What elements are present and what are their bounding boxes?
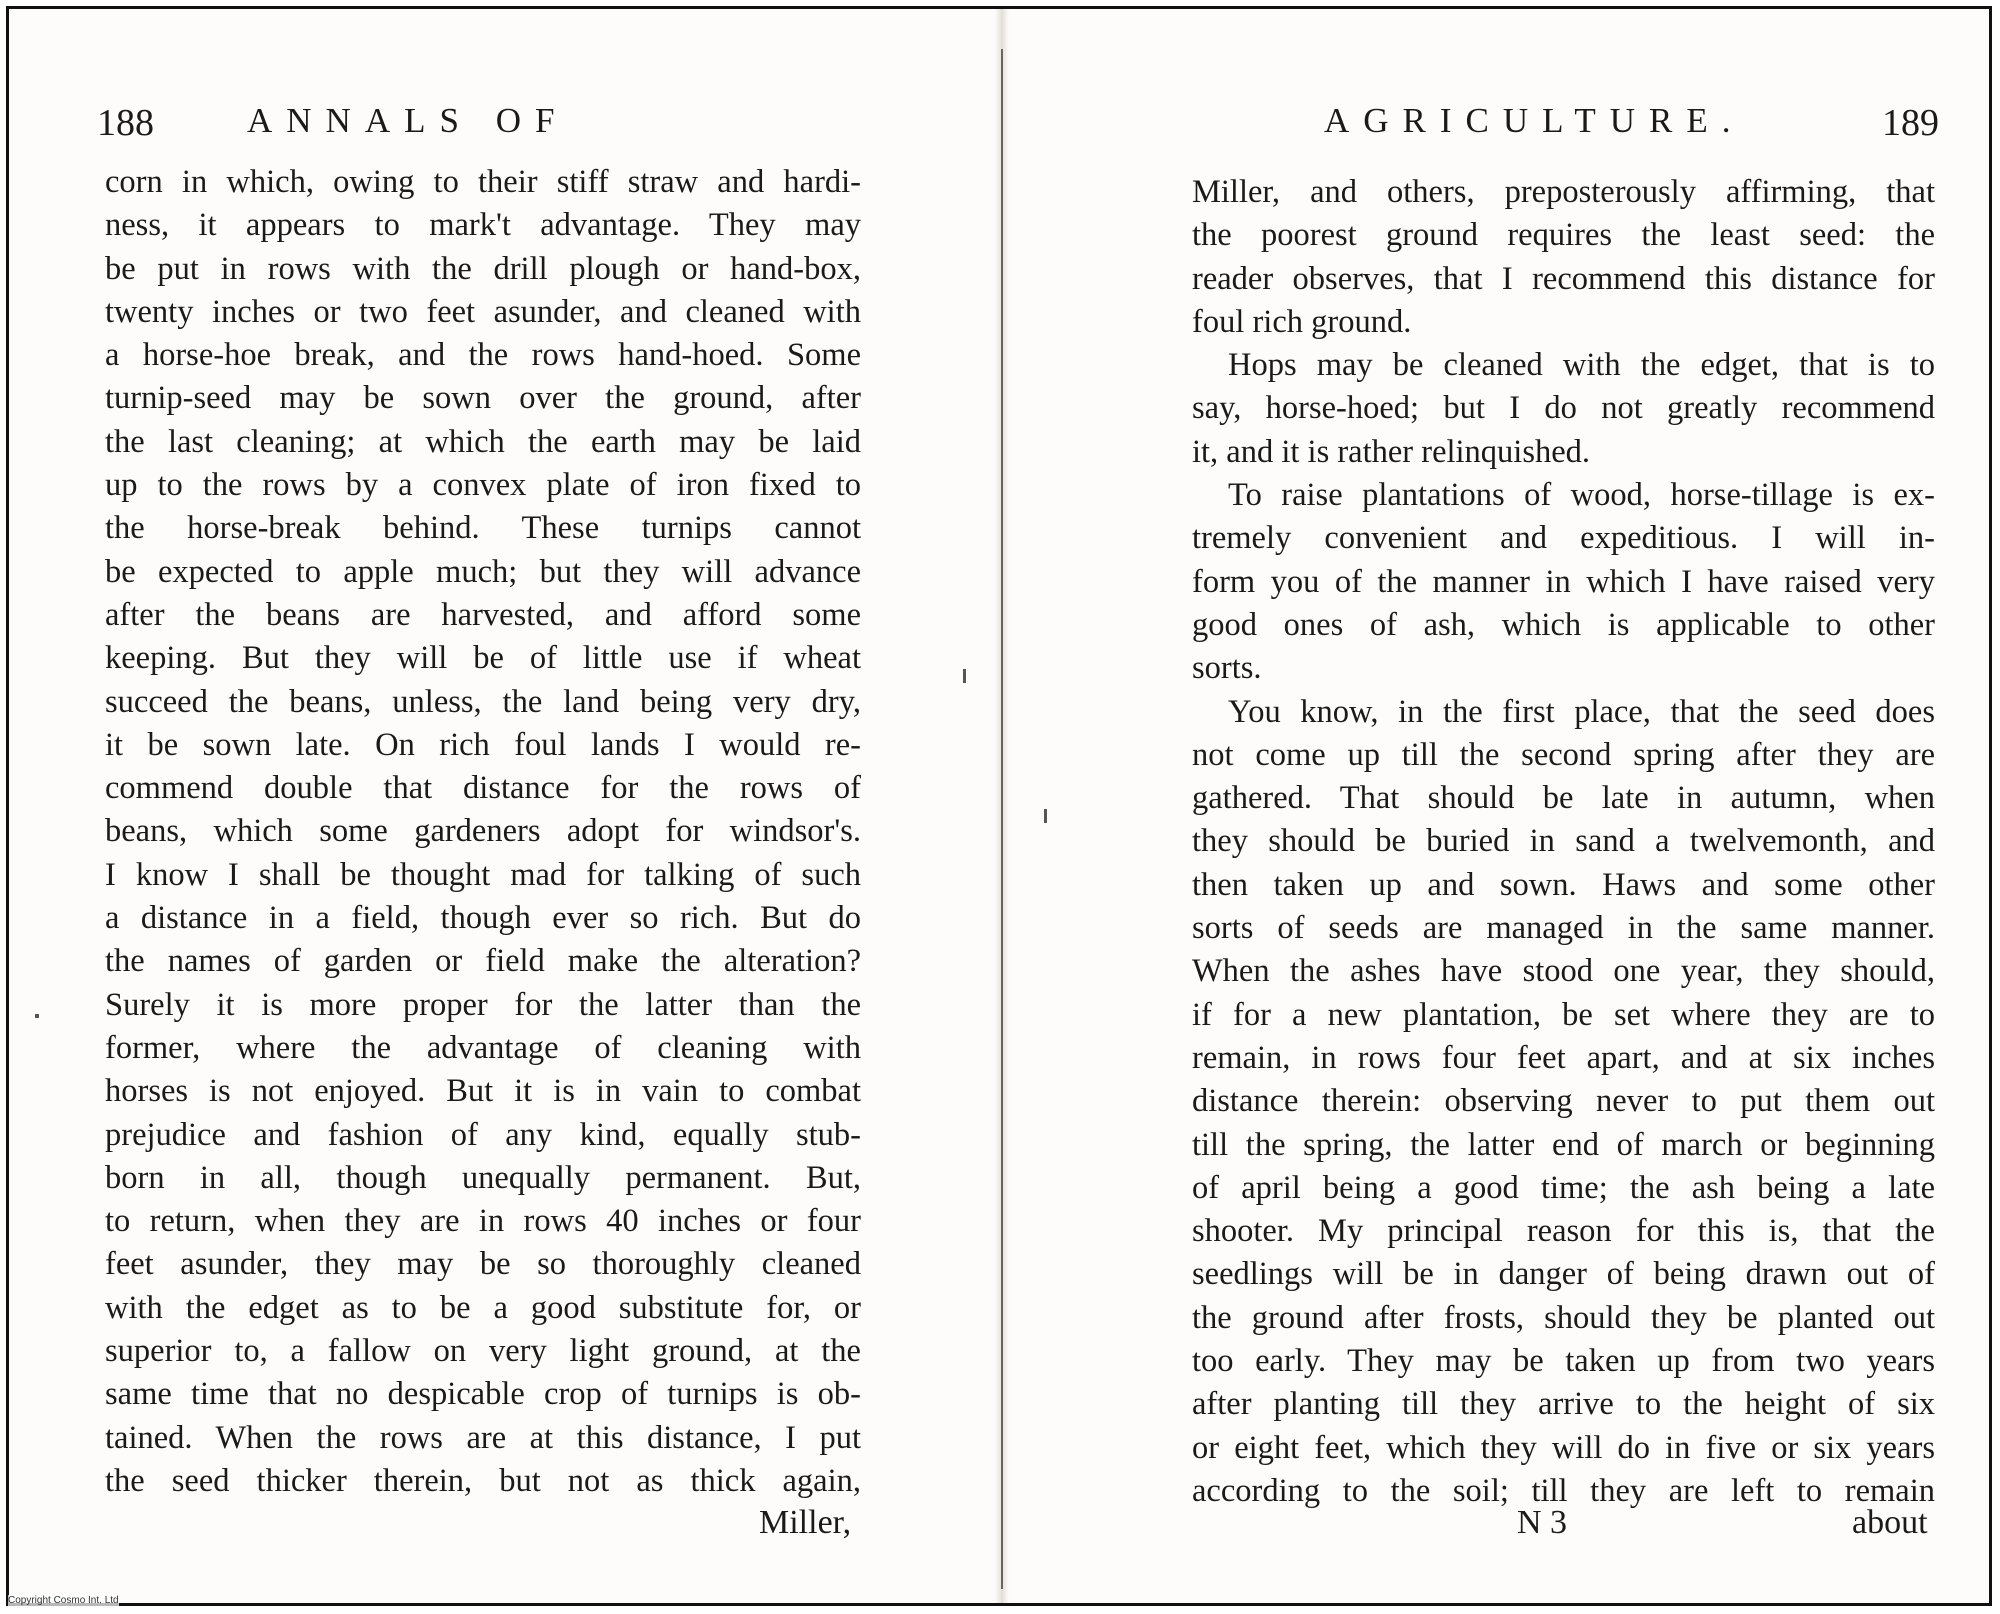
scanned-spread: [6, 6, 1992, 1606]
text-line: Surely it is more proper for the latter than the: [105, 986, 861, 1023]
text-line: tremely convenient and expeditious. I will in-: [1192, 520, 1935, 557]
text-line: the ground after frosts, should they be planted out: [1192, 1299, 1935, 1336]
text-line: shooter. My principal reason for this is, that the: [1192, 1213, 1935, 1250]
text-line: To raise plantations of wood, horse-tillage is ex-: [1228, 477, 1935, 514]
text-line: sorts of seeds are managed in the same manner.: [1192, 910, 1935, 947]
text-line: the horse-break behind. These turnips cannot: [105, 510, 861, 547]
text-line: to return, when they are in rows 40 inches or four: [105, 1203, 861, 1240]
text-line: they should be buried in sand a twelvemonth, and: [1192, 823, 1935, 860]
text-line: of april being a good time; the ash being a late: [1192, 1169, 1935, 1206]
text-line: be expected to apple much; but they will advance: [105, 553, 861, 590]
text-line: succeed the beans, unless, the land being very dry,: [105, 683, 861, 720]
left-page-number: 188: [97, 102, 154, 144]
text-line: the poorest ground requires the least seed: the: [1192, 217, 1935, 254]
text-line: You know, in the first place, that the seed does: [1228, 693, 1935, 730]
text-line: keeping. But they will be of little use if wheat: [105, 640, 861, 677]
text-line: with the edget as to be a good substitute for, or: [105, 1289, 861, 1326]
text-line: Miller, and others, preposterously affirming, that: [1192, 174, 1935, 210]
text-line: according to the soil; till they are left to remain: [1192, 1472, 1935, 1509]
text-line: same time that no despicable crop of turnips is ob-: [105, 1376, 861, 1413]
text-line: horses is not enjoyed. But it is in vain to combat: [105, 1073, 861, 1110]
text-line: I know I shall be thought mad for talking of such: [105, 856, 861, 893]
text-line: a horse-hoe break, and the rows hand-hoed. Some: [105, 337, 861, 374]
text-line: form you of the manner in which I have raised very: [1192, 563, 1935, 600]
text-line: When the ashes have stood one year, they should,: [1192, 953, 1935, 990]
text-line: the seed thicker therein, but not as thick again,: [105, 1462, 861, 1499]
text-line: it, and it is rather relinquished.: [1192, 433, 1591, 470]
text-line: foul rich ground.: [1192, 303, 1412, 340]
right-running-head: AGRICULTURE.: [1324, 101, 1745, 140]
text-line: feet asunder, they may be so thoroughly cleaned: [105, 1246, 861, 1283]
text-line: sorts.: [1192, 650, 1262, 687]
text-line: not come up till the second spring after they are: [1192, 736, 1935, 773]
signature-mark: N 3: [1517, 1504, 1568, 1541]
text-line: the names of garden or field make the alteration?: [105, 943, 861, 980]
text-line: up to the rows by a convex plate of iron fixed to: [105, 467, 861, 504]
text-line: distance therein: observing never to put them out: [1192, 1083, 1935, 1120]
left-page: [9, 9, 1002, 1603]
text-line: be put in rows with the drill plough or hand-box,: [105, 250, 861, 287]
text-line: say, horse-hoed; but I do not greatly recommend: [1192, 390, 1935, 427]
text-line: commend double that distance for the rows of: [105, 770, 861, 807]
text-line: too early. They may be taken up from two years: [1192, 1343, 1935, 1380]
text-line: ness, it appears to mark't advantage. They may: [105, 207, 861, 244]
text-line: till the spring, the latter end of march or beginning: [1192, 1126, 1935, 1163]
text-line: corn in which, owing to their stiff straw and hardi-: [105, 164, 861, 200]
text-line: twenty inches or two feet asunder, and cleaned with: [105, 293, 861, 330]
text-line: then taken up and sown. Haws and some other: [1192, 866, 1935, 903]
binding-mark: [1044, 809, 1047, 823]
speck-mark: [35, 1014, 39, 1018]
text-line: remain, in rows four feet apart, and at six inches: [1192, 1039, 1935, 1076]
text-line: if for a new plantation, be set where they are to: [1192, 996, 1935, 1033]
text-line: reader observes, that I recommend this distance for: [1192, 260, 1935, 297]
text-line: prejudice and fashion of any kind, equally stub-: [105, 1116, 861, 1153]
text-line: tained. When the rows are at this distance, I put: [105, 1419, 861, 1456]
text-line: born in all, though unequally permanent. But,: [105, 1159, 861, 1196]
right-text-block: [1192, 171, 1935, 1513]
text-line: Hops may be cleaned with the edget, that is to: [1228, 347, 1935, 384]
text-line: turnip-seed may be sown over the ground, after: [105, 380, 861, 417]
left-text-block: [105, 161, 861, 1503]
text-line: after the beans are harvested, and afford some: [105, 596, 861, 633]
text-line: gathered. That should be late in autumn, when: [1192, 780, 1935, 817]
text-line: the last cleaning; at which the earth may be laid: [105, 423, 861, 460]
right-page-number: 189: [1882, 102, 1939, 144]
text-line: seedlings will be in danger of being drawn out of: [1192, 1256, 1935, 1293]
text-line: or eight feet, which they will do in five or six years: [1192, 1429, 1935, 1466]
binding-mark: [963, 669, 966, 683]
text-line: superior to, a fallow on very light ground, at the: [105, 1333, 861, 1370]
text-line: good ones of ash, which is applicable to other: [1192, 606, 1935, 643]
copyright-notice: Copyright Cosmo Int. Ltd: [8, 1595, 119, 1606]
right-page: [1002, 9, 1995, 1603]
text-line: beans, which some gardeners adopt for windsor's.: [105, 813, 861, 850]
left-catchword: Miller,: [759, 1504, 852, 1541]
text-line: a distance in a field, though ever so rich. But do: [105, 900, 861, 937]
text-line: it be sown late. On rich foul lands I would re-: [105, 726, 861, 763]
right-catchword: about: [1852, 1504, 1928, 1541]
text-line: former, where the advantage of cleaning with: [105, 1029, 861, 1066]
text-line: after planting till they arrive to the height of six: [1192, 1386, 1935, 1423]
left-running-head: ANNALS OF: [247, 101, 569, 140]
